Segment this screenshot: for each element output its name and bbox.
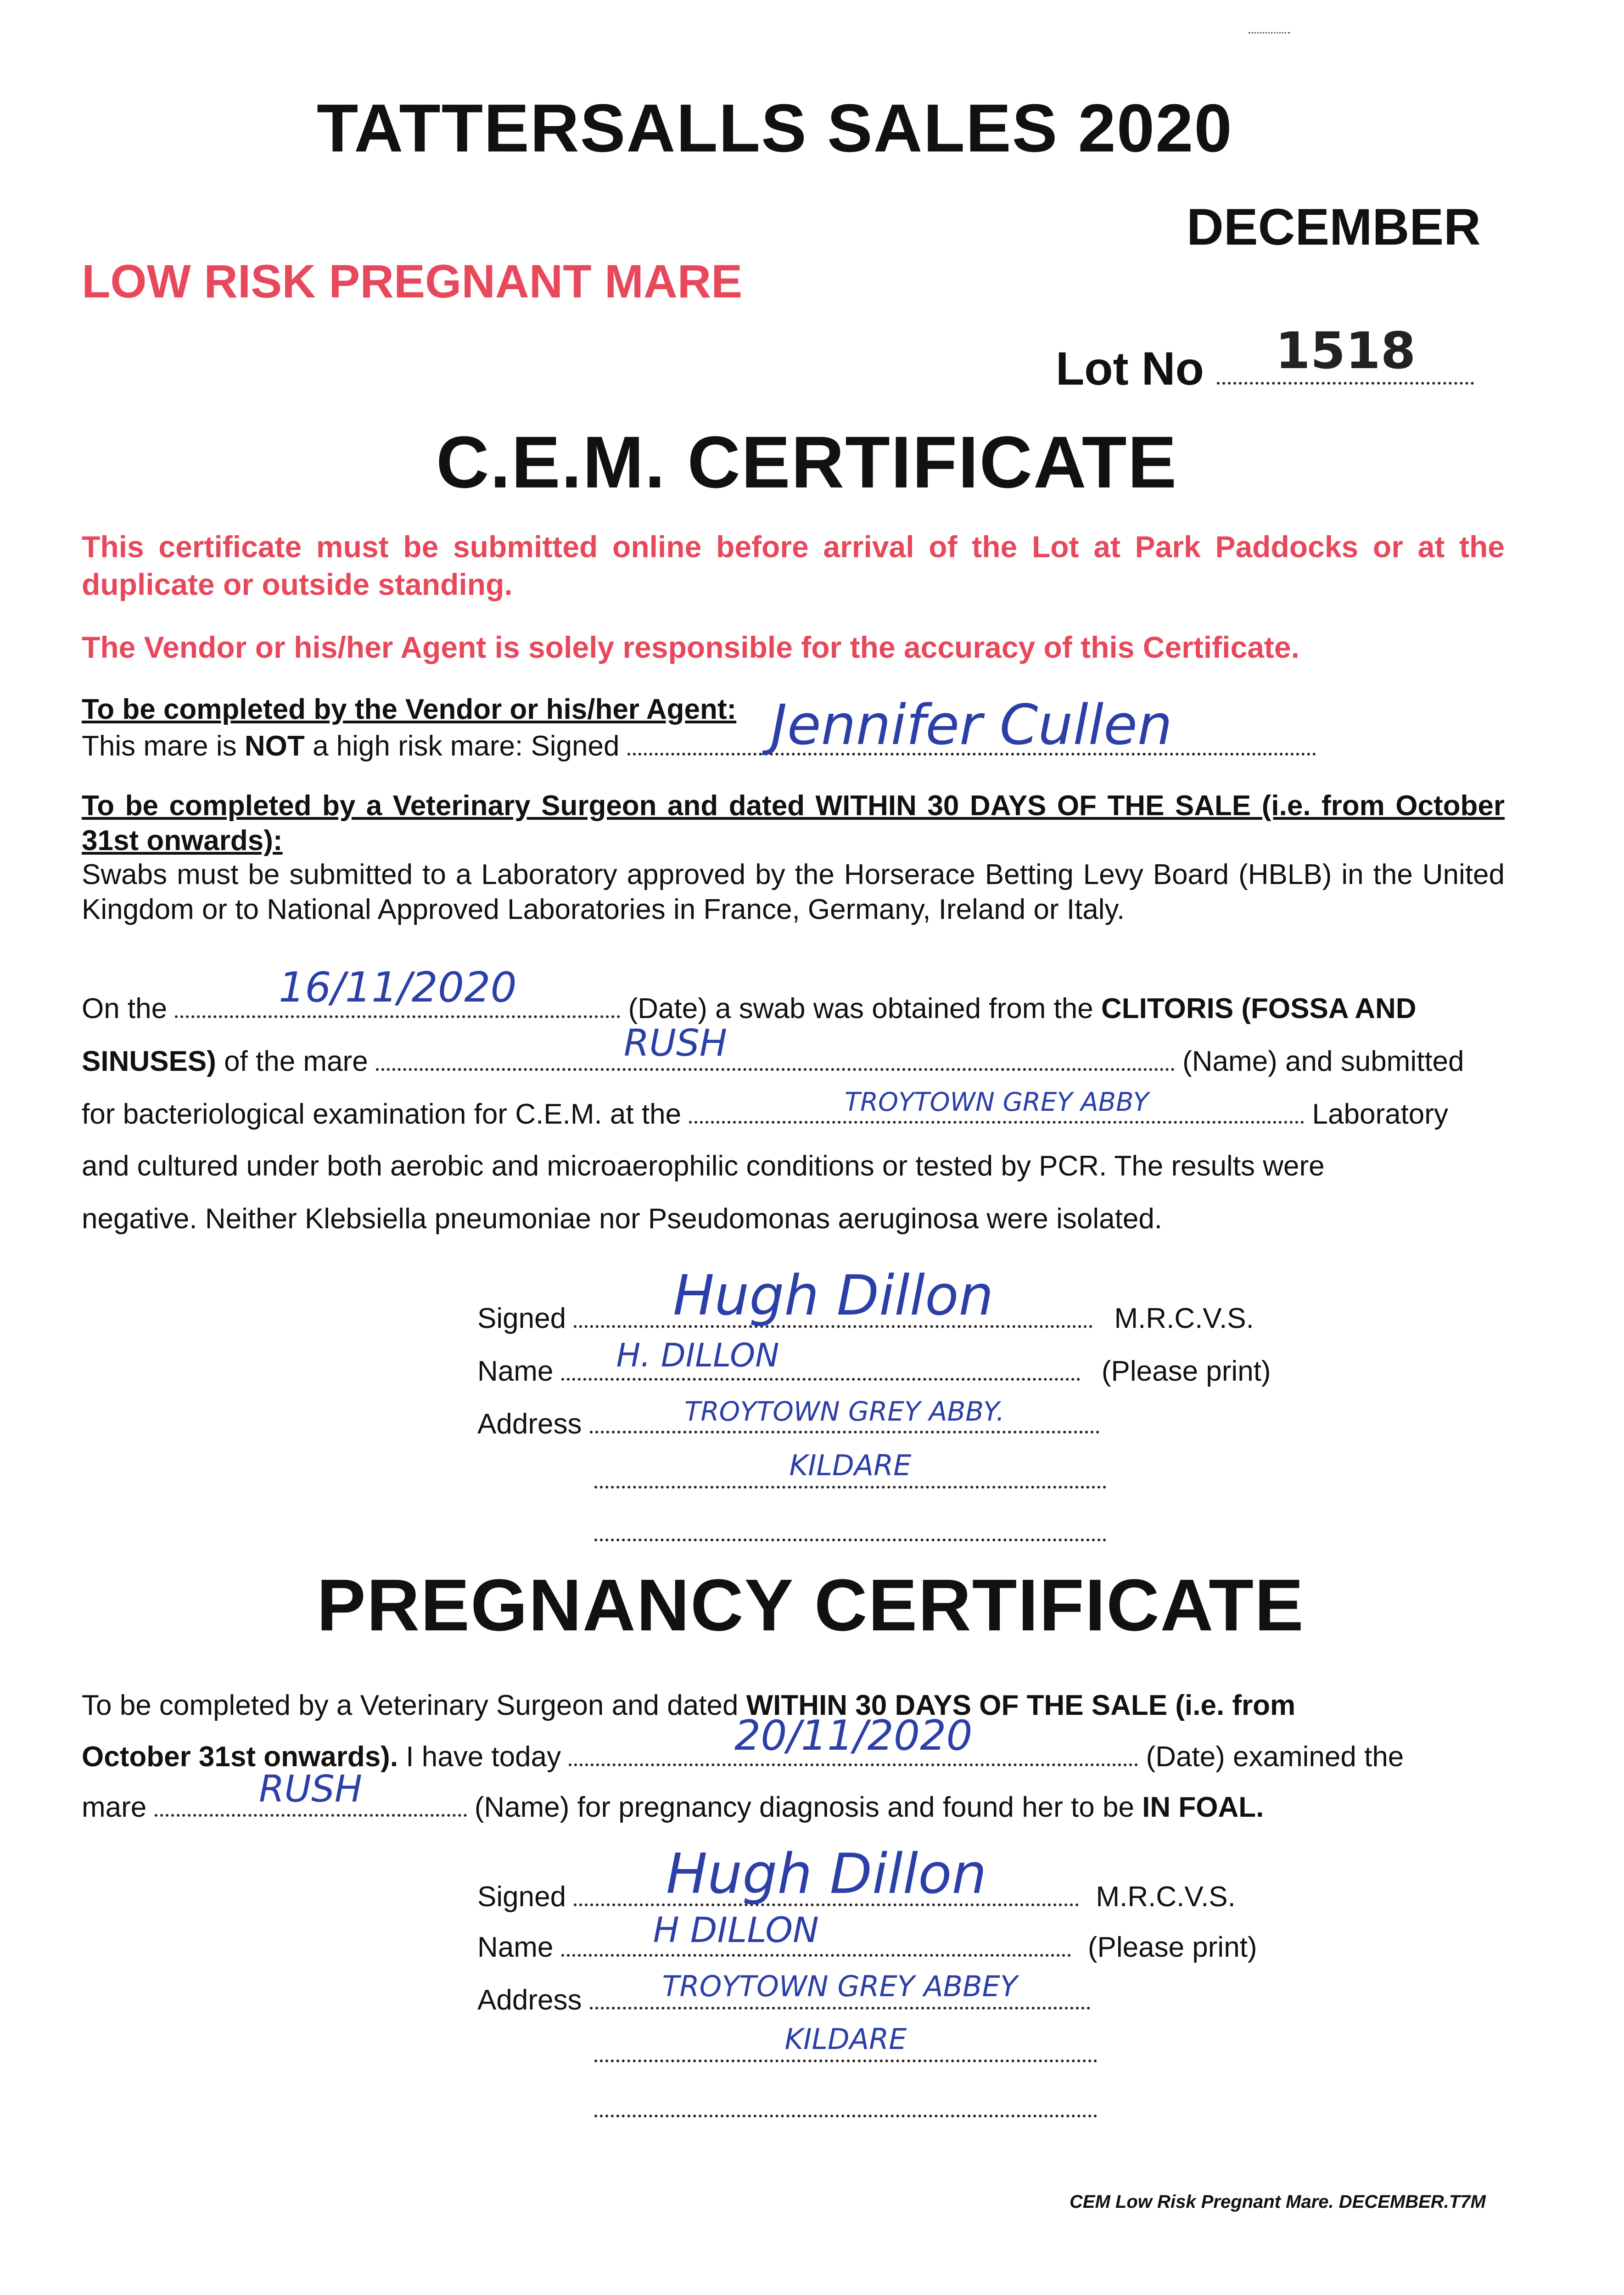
laboratory-line xyxy=(82,1087,1448,1131)
vet-section-heading: To be completed by a Veterinary Surgeon and dated WITHIN 30 DAYS OF THE SALE (i.e. from October 31st onwards): xyxy=(82,790,1505,856)
preg-address-field-2[interactable] xyxy=(594,2022,1097,2062)
lot-number xyxy=(1056,321,1474,396)
vendor-line-start: This mare is xyxy=(82,730,245,762)
mare-name-field[interactable] xyxy=(376,1022,1175,1071)
swab-date: 16/11/2020 xyxy=(278,963,517,1012)
preg-address-line-3 xyxy=(594,2091,1097,2120)
cem-address-2: KILDARE xyxy=(789,1449,912,1482)
preg-signed-line xyxy=(477,1842,1236,1913)
submission-notice: This certificate must be submitted online before arrival of the Lot at Park Paddocks or at the duplicate or outside standing. xyxy=(82,530,1505,601)
negative-text: negative. Neither Klebsiella pneumoniae nor Pseudomonas aeruginosa were isolated. xyxy=(82,1203,1163,1235)
cem-address-field-1[interactable] xyxy=(590,1396,1099,1433)
cem-address-line-2 xyxy=(594,1449,1106,1491)
preg-vet-signature: Hugh Dillon xyxy=(666,1842,987,1906)
name-label: Name xyxy=(477,1355,554,1387)
within-30-days: WITHIN 30 DAYS OF THE SALE (i.e. from xyxy=(746,1690,1296,1721)
mare-label: mare xyxy=(82,1791,147,1823)
pregnancy-mare-name: RUSH xyxy=(258,1768,363,1810)
cem-name-line xyxy=(477,1337,1271,1388)
pregnancy-intro: To be completed by a Veterinary Surgeon and dated xyxy=(82,1690,746,1721)
form-code: CEM Low Risk Pregnant Mare. DECEMBER.T7M xyxy=(1070,2192,1486,2212)
signed-label: Signed xyxy=(477,1881,566,1913)
preg-vet-name: H DILLON xyxy=(653,1909,819,1950)
vendor-line-not: NOT xyxy=(244,730,305,762)
lot-field[interactable] xyxy=(1217,321,1474,385)
cem-address-field-2[interactable] xyxy=(594,1449,1106,1489)
cem-address-1: TROYTOWN GREY ABBY. xyxy=(684,1396,1005,1427)
cem-signature-field[interactable] xyxy=(574,1264,1092,1328)
exam-date: 20/11/2020 xyxy=(734,1712,973,1760)
exam-date-field[interactable] xyxy=(569,1712,1138,1766)
preg-name-field[interactable] xyxy=(561,1909,1071,1957)
preg-address-2: KILDARE xyxy=(784,2022,907,2056)
address-label: Address xyxy=(477,1984,582,2016)
swab-requirements: Swabs must be submitted to a Laboratory approved by the Horserace Betting Levy Board (HBLB) in the United Kingdom or to National Approved Laboratories in France, Germany, Ireland or Italy. xyxy=(82,859,1505,925)
bacteriological-label: for bacteriological examination for C.E.M. at the xyxy=(82,1098,682,1130)
lot-label: Lot No xyxy=(1056,342,1204,395)
scan-mark xyxy=(1249,32,1290,34)
vendor-signature-field[interactable] xyxy=(627,694,1316,757)
cem-address-line xyxy=(477,1396,1099,1440)
on-the-label: On the xyxy=(82,993,168,1024)
cem-vet-name: H. DILLON xyxy=(616,1337,779,1374)
swab-date-line xyxy=(82,963,1417,1025)
cem-vet-signature: Hugh Dillon xyxy=(673,1264,994,1328)
pregnancy-mare-field[interactable] xyxy=(155,1768,467,1817)
sinuses-label: SINUSES) xyxy=(82,1046,216,1077)
mare-name: RUSH xyxy=(623,1022,727,1064)
i-have-today: I have today xyxy=(398,1741,561,1773)
of-the-mare-label: of the mare xyxy=(216,1046,368,1077)
responsibility-notice: The Vendor or his/her Agent is solely responsible for the accuracy of this Certificate. xyxy=(82,630,1299,664)
address-label: Address xyxy=(477,1408,582,1440)
preg-address-line xyxy=(477,1970,1090,2016)
preg-address-1: TROYTOWN GREY ABBEY xyxy=(662,1970,1018,2003)
laboratory-label: Laboratory xyxy=(1312,1098,1448,1130)
cultured-text: and cultured under both aerobic and microaerophilic conditions or tested by PCR. The results were xyxy=(82,1150,1325,1182)
cem-heading: C.E.M. CERTIFICATE xyxy=(436,421,1178,503)
mrcvs-label: M.R.C.V.S. xyxy=(1096,1881,1236,1913)
mare-name-line xyxy=(82,1022,1464,1078)
pregnancy-line-3 xyxy=(82,1768,1264,1824)
examined-label: (Date) examined the xyxy=(1146,1741,1404,1773)
preg-signature-field[interactable] xyxy=(574,1842,1079,1906)
laboratory-value: TROYTOWN GREY ABBY xyxy=(844,1087,1149,1117)
cem-name-field[interactable] xyxy=(561,1337,1080,1381)
preg-address-field-1[interactable] xyxy=(590,1970,1090,2010)
clitoris-label: CLITORIS (FOSSA AND xyxy=(1101,993,1417,1024)
diagnosis-text: (Name) for pregnancy diagnosis and found her to be xyxy=(474,1791,1142,1823)
preg-address-field-3[interactable] xyxy=(594,2091,1097,2117)
laboratory-field[interactable] xyxy=(689,1087,1304,1124)
lot-value: 1518 xyxy=(1275,321,1416,380)
swab-date-field[interactable] xyxy=(175,963,620,1018)
signed-label: Signed xyxy=(477,1303,566,1334)
preg-name-line xyxy=(477,1909,1257,1964)
cem-address-line-3 xyxy=(594,1515,1106,1544)
sale-month: DECEMBER xyxy=(1187,198,1481,256)
mrcvs-label: M.R.C.V.S. xyxy=(1114,1303,1254,1334)
cem-address-field-3[interactable] xyxy=(594,1515,1106,1541)
please-print-label: (Please print) xyxy=(1087,1931,1257,1963)
pregnancy-heading: PREGNANCY CERTIFICATE xyxy=(317,1564,1305,1646)
cem-signed-line xyxy=(477,1264,1254,1335)
preg-address-line-2 xyxy=(594,2022,1097,2065)
page-title: TATTERSALLS SALES 2020 xyxy=(317,90,1233,166)
october-onwards: October 31st onwards). xyxy=(82,1741,398,1773)
date-suffix: (Date) a swab was obtained from the xyxy=(628,993,1101,1024)
name-label: Name xyxy=(477,1931,554,1963)
mare-category: LOW RISK PREGNANT MARE xyxy=(82,255,743,308)
vendor-line-end: a high risk mare: Signed xyxy=(304,730,620,762)
name-submitted-label: (Name) and submitted xyxy=(1182,1046,1464,1077)
vendor-signature: Jennifer Cullen xyxy=(771,694,1173,757)
vendor-section-heading: To be completed by the Vendor or his/her Agent: xyxy=(82,694,737,725)
in-foal-label: IN FOAL. xyxy=(1142,1791,1264,1823)
please-print-label: (Please print) xyxy=(1101,1355,1271,1387)
